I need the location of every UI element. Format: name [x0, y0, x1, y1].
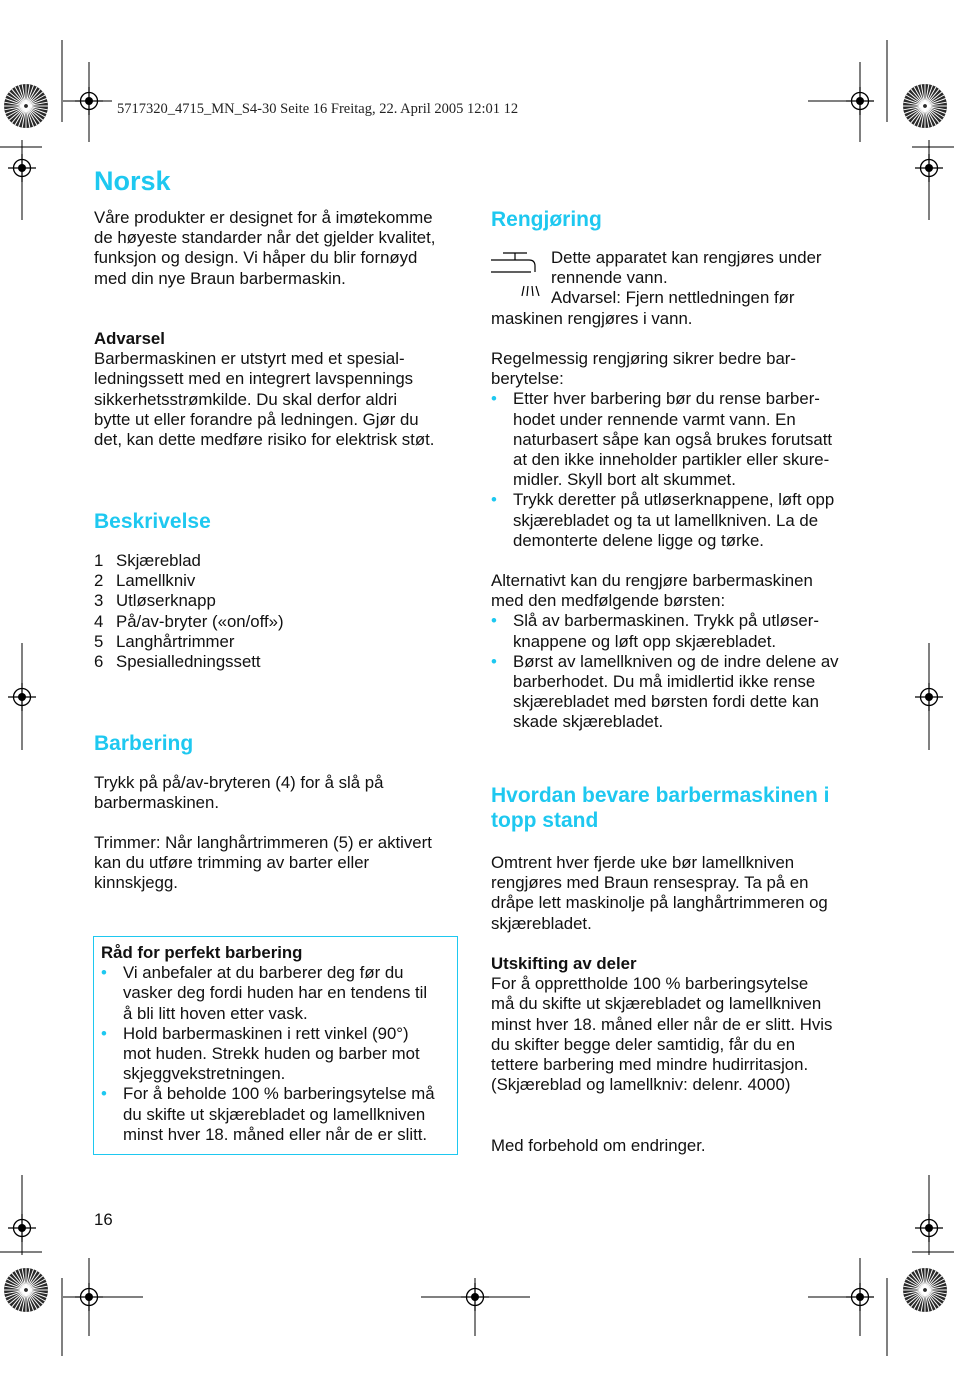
disclaimer: Med forbehold om endringer. [491, 1136, 706, 1155]
text-line: kinnskjegg. [94, 873, 178, 893]
warning-line: bytte ut eller forandre på ledningen. Gjør du [94, 409, 419, 429]
heading-line: topp stand [491, 809, 599, 832]
shaving-heading: Barbering [94, 732, 194, 755]
text-line: Trimmer: Når langhårtrimmeren (5) er aktivert [94, 833, 432, 852]
warning-heading: Advarsel [94, 329, 165, 348]
list-item: • For å beholde 100 % barberingsytelse må du skifte ut skjærebladet og lamellkniven minst hver 18. måned eller når de er slitt. [101, 1084, 449, 1145]
text-line: med den medfølgende børsten: [491, 591, 726, 611]
text-line: kan du utføre trimming av barter eller [94, 853, 370, 873]
list-item: 2 Lamellkniv [94, 571, 196, 591]
list-item: • Børst av lamellkniven og de indre delene av barberhodet. Du må imidlertid ikke rense skjærebladet med børsten fordi dette kan skade skjærebladet. [491, 652, 871, 733]
text-line: må du skifte ut skjærebladet og lamellkniven [491, 994, 822, 1014]
brush-cleaning-list [491, 611, 871, 732]
parts-section [491, 954, 871, 1095]
text-line: berytelse: [491, 369, 564, 389]
text-line: Dette apparatet kan rengjøres under [551, 248, 822, 267]
list-item: 3 Utløserknapp [94, 591, 216, 611]
intro-line: funksjon og design. Vi håper du blir fornøyd [94, 248, 418, 268]
text-line: Alternativt kan du rengjøre barbermaskinen [491, 571, 813, 590]
text-line: Advarsel: Fjern nettledningen før [551, 288, 795, 308]
list-item: 5 Langhårtrimmer [94, 631, 235, 651]
regular-cleaning-section [491, 349, 871, 551]
warning-line: ledningssett med en integrert lavspennings [94, 369, 414, 389]
page-title: Norsk [94, 166, 171, 196]
intro-line: Våre produkter er designet for å imøtekomme [94, 208, 433, 227]
shaving-paragraph [94, 773, 464, 813]
tips-list [101, 963, 449, 1145]
heading-line: Hvordan bevare barbermaskinen i [491, 784, 830, 807]
text-line: du skifter begge deler samtidig, får du en [491, 1034, 796, 1054]
print-slug-line: 5717320_4715_MN_S4-30 Seite 16 Freitag, 22. April 2005 12:01 12 [117, 101, 519, 117]
text-line: (Skjæreblad og lamellkniv: delenr. 4000) [491, 1075, 791, 1095]
regular-cleaning-list [491, 389, 871, 551]
text-line: rengjøres med Braun rensespray. Ta på en [491, 873, 809, 893]
text-line: maskinen rengjøres i vann. [491, 309, 693, 328]
list-item: • Trykk deretter på utløserknappene, løft opp skjærebladet og ta ut lamellkniven. La de demonterte delene ligge og tørke. [491, 490, 871, 551]
brush-cleaning-section [491, 571, 871, 733]
text-line: skjærebladet. [491, 913, 592, 933]
cleaning-heading: Rengjøring [491, 208, 602, 231]
cleaning-icon-text [551, 248, 871, 309]
intro-line: med din nye Braun barbermaskin. [94, 268, 346, 288]
text-line: minst hver 18. måned eller når de er slitt. Hvis [491, 1014, 833, 1034]
description-heading: Beskrivelse [94, 510, 211, 533]
warning-line: det, kan dette medføre risiko for elektrisk støt. [94, 430, 435, 450]
page-number: 16 [94, 1210, 113, 1229]
description-list [94, 551, 434, 672]
intro-line: de høyeste standarder når det gjelder kvalitet, [94, 228, 436, 248]
text-line: Regelmessig rengjøring sikrer bedre bar- [491, 349, 796, 368]
tips-box [93, 936, 458, 1155]
intro-paragraph [94, 208, 464, 289]
warning-line: sikkerhetsstrømkilde. Du skal derfor aldri [94, 389, 398, 409]
warning-section [94, 329, 464, 450]
text-line: dråpe lett maskinolje på langhårtrimmeren og [491, 893, 828, 913]
text-line: barbermaskinen. [94, 793, 219, 813]
care-paragraph [491, 853, 871, 934]
text-line: Trykk på på/av-bryteren (4) for å slå på [94, 773, 384, 792]
list-item: 1 Skjæreblad [94, 551, 201, 570]
text-line: For å opprettholde 100 % barberingsytelse [491, 974, 809, 994]
text-line: rennende vann. [551, 268, 668, 288]
text-line: tettere barbering med mindre hudirritasjon. [491, 1055, 809, 1075]
faucet-icon [489, 250, 541, 296]
trimmer-paragraph [94, 833, 464, 894]
list-item: • Hold barbermaskinen i rett vinkel (90°) mot huden. Strekk huden og barber mot skjeggvekstretningen. [101, 1024, 449, 1085]
warning-line: Barbermaskinen er utstyrt med et spesial- [94, 349, 405, 369]
list-item: 6 Spesialledningssett [94, 652, 261, 672]
list-item: 4 På/av-bryter («on/off») [94, 611, 284, 631]
parts-heading: Utskifting av deler [491, 954, 637, 973]
text-line: Omtrent hver fjerde uke bør lamellkniven [491, 853, 795, 872]
care-heading [491, 783, 881, 833]
list-item: • Etter hver barbering bør du rense barber- hodet under rennende varmt vann. En naturbasert såpe kan også brukes forutsatt at den ikke inneholder partikler eller skure- midler. Skyll bort alt skummet. [491, 389, 871, 490]
tips-heading: Råd for perfekt barbering [101, 943, 303, 962]
list-item: • Vi anbefaler at du barberer deg før du vasker deg fordi huden har en tendens til å bli litt hoven etter vask. [101, 963, 449, 1024]
list-item: • Slå av barbermaskinen. Trykk på utløser- knappene og løft opp skjærebladet. [491, 611, 871, 651]
